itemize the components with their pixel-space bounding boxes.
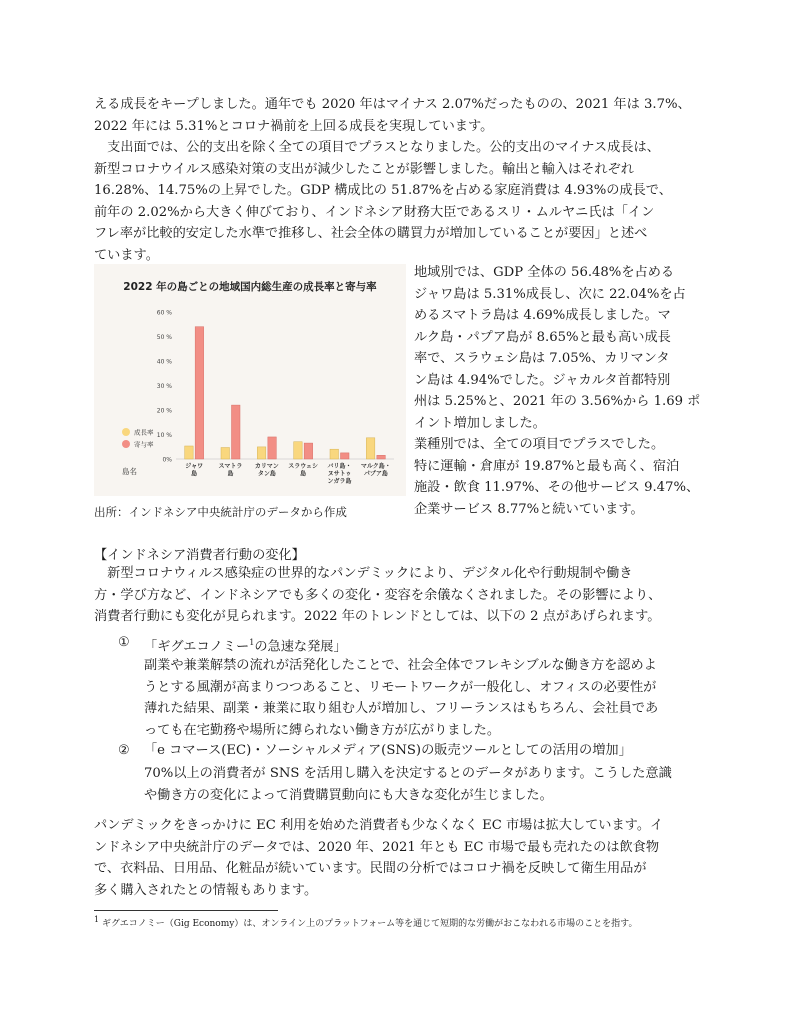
- list-title-text-end: の急速な発展」: [254, 639, 347, 655]
- text-line: 業種別では、全ての項目でプラスでした。: [414, 437, 665, 452]
- legend-label: 寄与率: [134, 440, 154, 449]
- bar-growth: [221, 448, 230, 459]
- text-line: 新型コロナウィルス感染症の世界的なパンデミックにより、デジタル化や行動規制や働き: [94, 566, 633, 581]
- footnote-rule: [94, 910, 278, 911]
- x-axis-label: 島名: [122, 467, 137, 476]
- text-line: 支出面では、公的支出を除く全ての項目でプラスとなりました。公的支出のマイナス成長は、: [94, 140, 660, 155]
- text-line: 多く購入されたとの情報もあります。: [94, 882, 318, 898]
- y-tick-label: 0%: [162, 456, 172, 464]
- list-title: [144, 632, 347, 658]
- text-line: 方・学び方など、インドネシアでも多くの変化・変容を余儀なくされました。その影響により、: [94, 587, 662, 603]
- y-tick-label: 10 %: [156, 432, 172, 439]
- footnote-text: ギグエコノミー（Gig Economy）は、オンライン上のプラットフォーム等を通じて短期的な労働がおこなわれる市場のことを指す。: [101, 919, 638, 929]
- bar-growth: [366, 438, 375, 459]
- text-line: 特に運輸・倉庫が 19.87%と最も高く、宿泊: [414, 458, 680, 474]
- text-line: パンデミックをきっかけに EC 利用を始めた消費者も少なくなく EC 市場は拡大しています。イ: [94, 818, 664, 833]
- text-line: 率で、スラウェシ島は 7.05%、カリマンタ: [414, 351, 670, 366]
- chart-title: 2022 年の島ごとの地域国内総生産の成長率と寄与率: [123, 281, 377, 293]
- text-line: 新型コロナウイルス感染対策の支出が減少したことが影響しました。輸出と輸入はそれぞれ: [94, 161, 634, 177]
- y-tick-label: 50 %: [156, 334, 172, 341]
- growth-contribution-chart: [94, 264, 406, 496]
- list-title: 「e コマース(EC)・ソーシャルメディア(SNS)の販売ツールとしての活用の増加」: [144, 743, 632, 758]
- text-line: で、衣料品、日用品、化粧品が続いています。民間の分析ではコロナ禍を反映して衛生用品が: [94, 861, 647, 876]
- legend-swatch: [122, 428, 130, 436]
- y-tick-label: 20 %: [156, 407, 172, 415]
- x-tick-label: 島: [191, 470, 198, 478]
- list-number: ①: [118, 635, 130, 650]
- closing-paragraph: [94, 815, 706, 901]
- list-item-2-body: [144, 763, 672, 806]
- text-line: ンドネシア中央統計庁のデータでは、2020 年、2021 年とも EC 市場で最も売れたのは飲食物: [94, 839, 660, 855]
- text-line: や働き方の変化によって消費購買動向にも大きな変化が生じました。: [144, 787, 553, 803]
- list-title-text: 「ギグエコノミー: [144, 639, 250, 655]
- y-tick-label: 30 %: [156, 383, 172, 390]
- text-line: っても在宅勤務や場所に縛られない働き方が広がりました。: [144, 722, 501, 738]
- text-line: 2022 年には 5.31%とコロナ禍前を上回る成長を実現しています。: [94, 118, 494, 134]
- bar-contribution: [232, 405, 241, 459]
- x-tick-label: マルク島・: [360, 463, 391, 470]
- text-line: 州は 5.25%と、2021 年の 3.56%から 1.69 ポ: [414, 394, 701, 409]
- x-tick-label: パプア島: [363, 470, 388, 478]
- footnote-ref: 1: [249, 638, 255, 647]
- bar-growth: [257, 447, 266, 459]
- text-line: ン島は 4.94%でした。ジャカルタ首都特別: [414, 372, 671, 388]
- text-line: 16.28%、14.75%の上昇でした。GDP 構成比の 51.87%を占める家庭消費は 4.93%の成長で、: [94, 183, 672, 198]
- x-tick-label: 島: [227, 470, 234, 478]
- bar-growth: [294, 442, 303, 459]
- section-paragraph: [94, 563, 706, 628]
- footnote-mark: 1: [94, 915, 100, 924]
- text-line: 企業サービス 8.77%と続いています。: [414, 501, 644, 517]
- text-line: ルク島・パプア島が 8.65%と最も高い成長: [414, 329, 671, 345]
- legend-label: 成長率: [134, 428, 154, 437]
- x-tick-label: 島: [300, 470, 307, 478]
- figure-caption: 出所：インドネシア中央統計庁のデータから作成: [94, 505, 347, 519]
- text-line: 薄れた結果、副業・兼業に取り組む人が増加し、フリーランスはもちろん、会社員であ: [144, 701, 659, 716]
- bar-contribution: [341, 453, 350, 459]
- x-tick-label: タン島: [257, 470, 276, 478]
- bar-growth: [185, 446, 194, 459]
- text-line: 前年の 2.02%から大きく伸びており、インドネシア財務大臣であるスリ・ムルヤニ氏は「イン: [94, 204, 655, 220]
- bar-contribution: [304, 443, 313, 459]
- x-tick-label: スマトラ: [218, 463, 243, 470]
- text-line: めるスマトラ島は 4.69%成長しました。マ: [414, 308, 671, 323]
- x-tick-label: ヌサトゥ: [327, 470, 352, 478]
- section-heading: 【インドネシア消費者行動の変化】: [94, 548, 305, 563]
- text-line: 副業や兼業解禁の流れが活発化したことで、社会全体でフレキシブルな働き方を認めよ: [144, 658, 657, 673]
- x-tick-label: バリ島・: [327, 463, 352, 470]
- chart-figure: [94, 264, 406, 496]
- bar-contribution: [377, 455, 386, 459]
- bar-contribution: [268, 437, 277, 459]
- regional-text: [414, 262, 710, 520]
- text-line: 70%以上の消費者が SNS を活用し購入を決定するとのデータがあります。こうした意識: [144, 766, 672, 781]
- text-line: ジャワ島は 5.31%成長し、次に 22.04%を占: [414, 286, 686, 302]
- text-line: イント増加しました。: [414, 415, 546, 431]
- list-number: ②: [118, 743, 130, 758]
- x-tick-label: ンガラ島: [327, 478, 352, 485]
- text-line: 消費者行動にも変化が見られます。2022 年のトレンドとしては、以下の 2 点があげられます。: [94, 609, 661, 624]
- x-tick-label: スラウェシ: [288, 463, 319, 470]
- intro-paragraph: [94, 94, 706, 266]
- footnote: [94, 915, 637, 929]
- x-tick-label: カリマン: [254, 463, 279, 470]
- text-line: 施設・飲食 11.97%、その他サービス 9.47%、: [414, 480, 700, 495]
- y-tick-label: 40 %: [156, 358, 172, 366]
- text-line: 地域別では、GDP 全体の 56.48%を占める: [414, 265, 675, 280]
- legend-swatch: [122, 440, 130, 448]
- y-tick-label: 60 %: [156, 309, 172, 317]
- text-line: フレ率が比較的安定した水準で推移し、社会全体の購買力が増加していることが要因」と述べ: [94, 226, 648, 241]
- bar-growth: [330, 449, 339, 459]
- text-line: ています。: [94, 247, 159, 263]
- list-item-1-body: [144, 655, 658, 741]
- text-line: うとする風潮が高まりつつあること、リモートワークが一般化し、オフィスの必要性が: [144, 679, 657, 695]
- x-tick-label: ジャワ: [185, 463, 204, 470]
- bar-contribution: [195, 327, 204, 459]
- text-line: える成長をキープしました。通年でも 2020 年はマイナス 2.07%だったものの、2021 年は 3.7%、: [94, 97, 691, 112]
